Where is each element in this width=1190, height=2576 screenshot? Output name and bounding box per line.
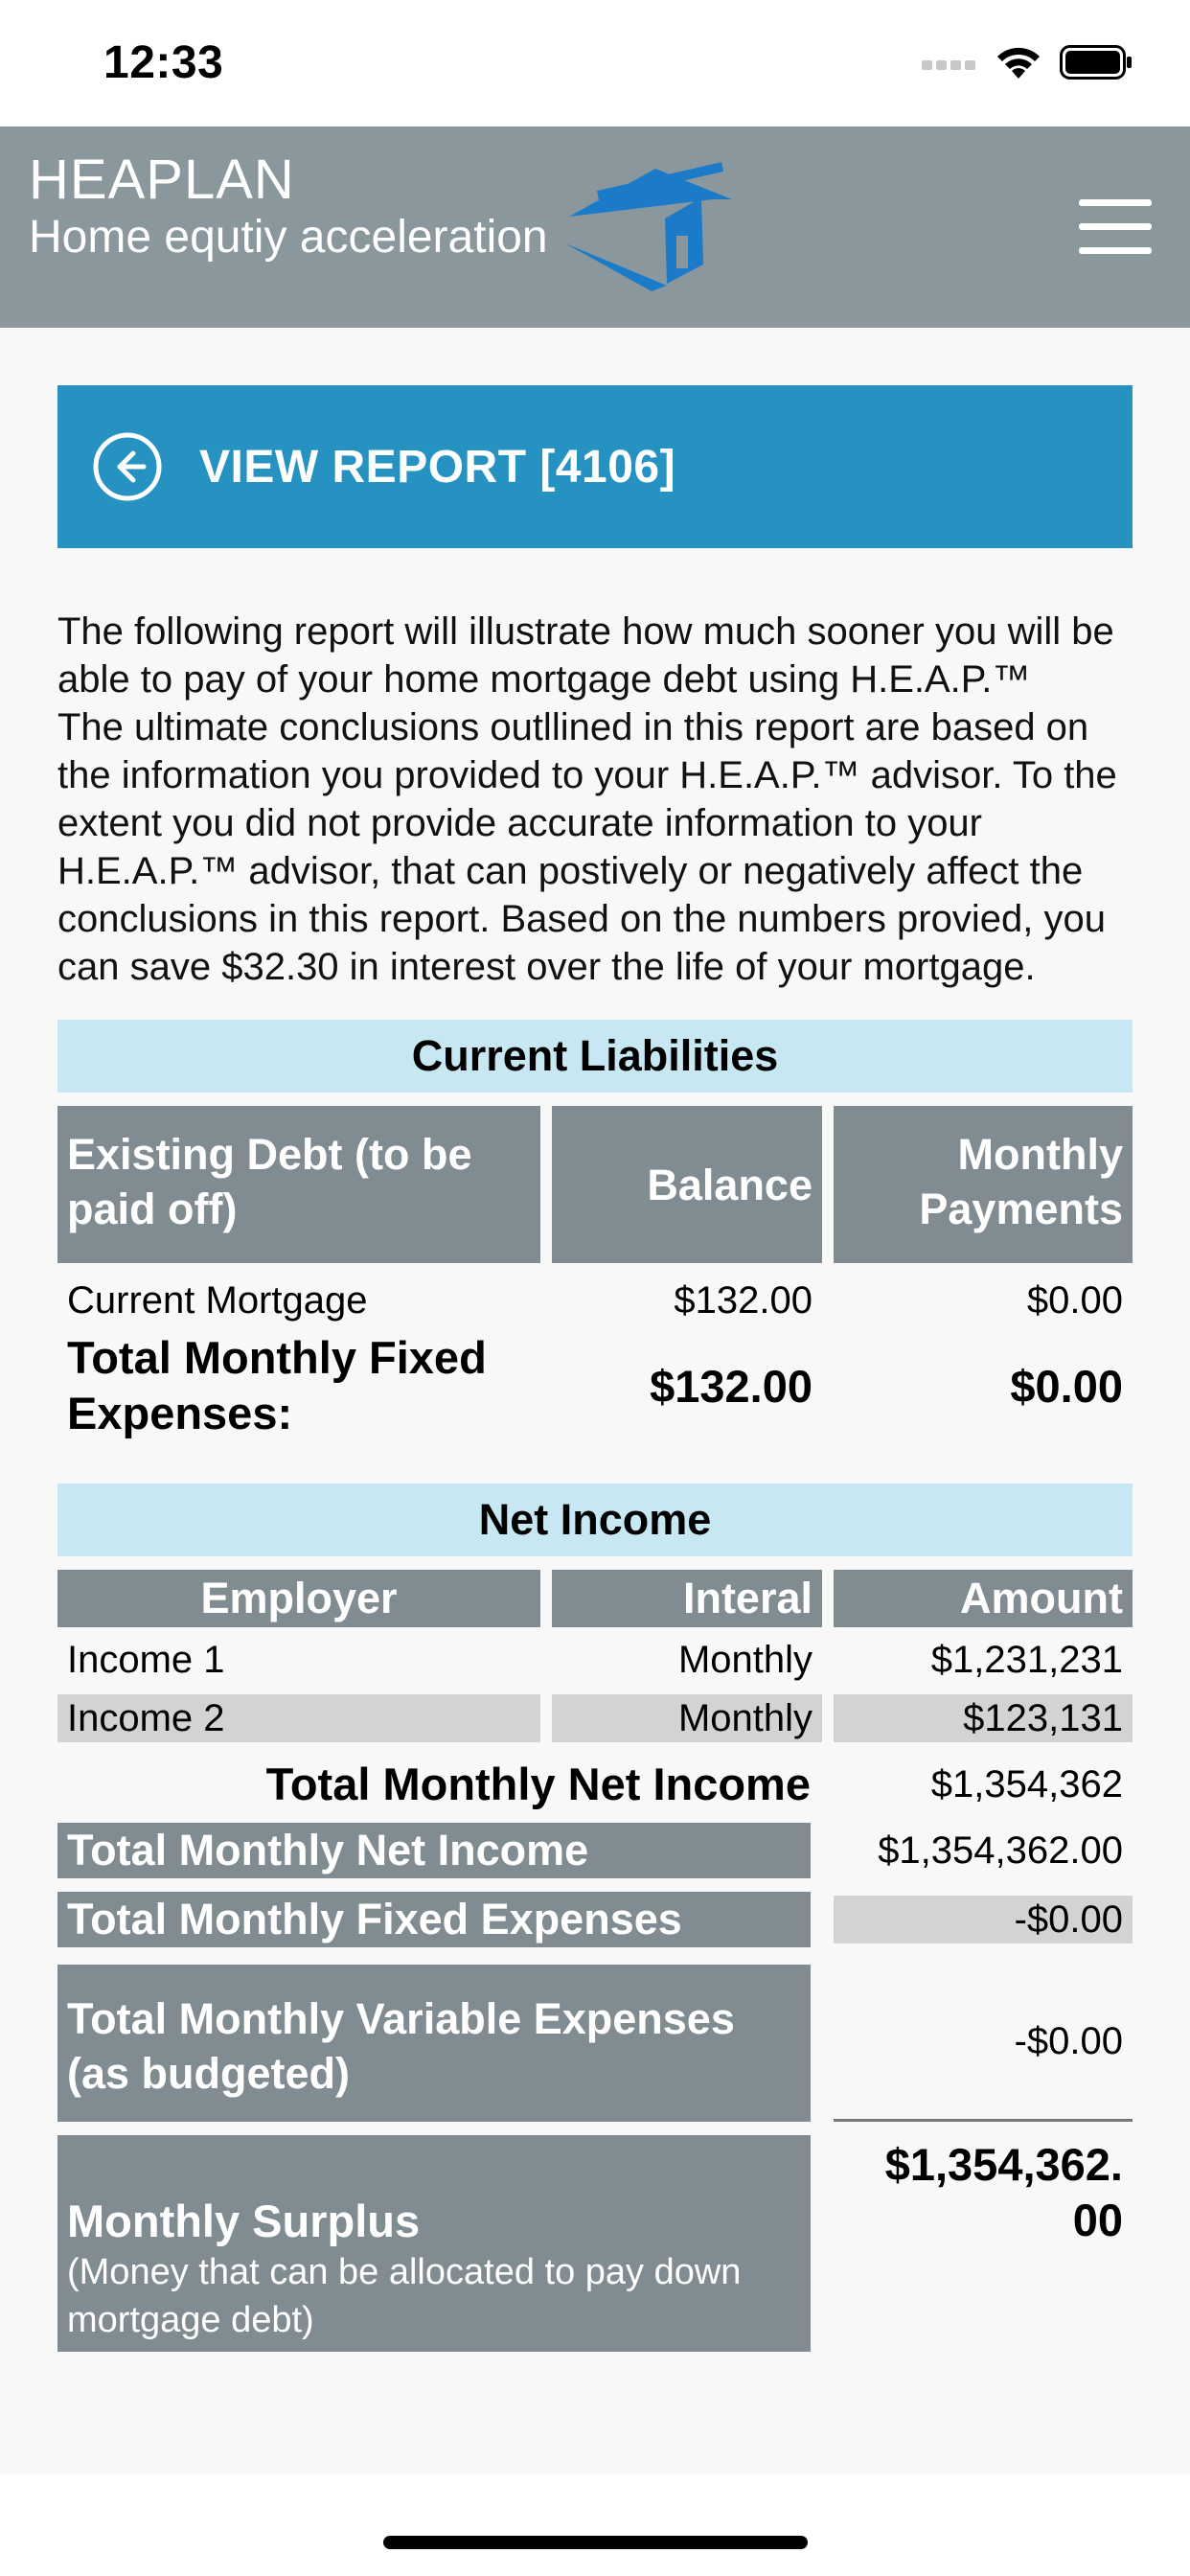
status-bar: [0, 0, 1190, 126]
liabilities-header-payments: Monthly Payments: [834, 1106, 1133, 1263]
status-icons: [922, 44, 1133, 80]
income-interval: Monthly: [677, 1639, 812, 1681]
liability-balance: $132.00: [674, 1279, 812, 1322]
liabilities-total-balance: $132.00: [650, 1360, 812, 1412]
signal-icon: [922, 53, 977, 72]
report-intro: [57, 608, 1133, 991]
summary-surplus-label: Monthly Surplus: [67, 2196, 421, 2246]
summary-net-income-label: Total Monthly Net Income: [57, 1823, 811, 1878]
net-income-header-employer: Employer: [57, 1570, 540, 1627]
liabilities-total-row: [57, 1330, 1133, 1441]
summary-surplus-box: [57, 2135, 811, 2352]
intro-paragraph-2: The ultimate conclusions outllined in this report are based on the information you provided to your H.E.A.P.™ advisor. To the extent you did not provide accurate information to your H.E.A.P.™ advisor, that can postively or negatively affect the conclusions in this report. Based on the numbers provied, you can save $32.30 in interest over the life of your mortgage.: [57, 706, 1117, 988]
status-time: 12:33: [103, 37, 224, 88]
summary-surplus-row: [57, 2135, 1133, 2352]
summary-variable-label: Total Monthly Variable Expenses (as budgeted): [57, 1965, 811, 2122]
liabilities-total-label: Total Monthly Fixed Expenses:: [67, 1332, 487, 1438]
brand-subtitle: Home equtiy acceleration: [29, 212, 548, 263]
house-logo-icon: [560, 161, 732, 295]
summary-fixed-row: [57, 1892, 1133, 1947]
income-employer: Income 1: [67, 1639, 225, 1681]
income-amount: $1,231,231: [930, 1639, 1123, 1681]
summary-surplus-note: (Money that can be allocated to pay down mortgage debt): [67, 2252, 742, 2340]
net-income-header-interval: Interal: [552, 1570, 822, 1627]
summary-net-income-value: $1,354,362.00: [878, 1829, 1123, 1872]
battery-icon: [1060, 45, 1133, 80]
net-income-total-value: $1,354,362: [930, 1763, 1123, 1806]
home-indicator[interactable]: [383, 2536, 808, 2549]
liabilities-header-balance: Balance: [552, 1106, 822, 1263]
income-employer: Income 2: [57, 1694, 540, 1742]
net-income-header-amount: Amount: [834, 1570, 1133, 1627]
net-income-header: [57, 1570, 1133, 1627]
liabilities-total-payment: $0.00: [1010, 1360, 1123, 1412]
report-title: VIEW REPORT [4106]: [199, 441, 676, 493]
liability-name: Current Mortgage: [67, 1279, 368, 1322]
wifi-icon: [995, 44, 1042, 80]
report-content: [57, 385, 1133, 2352]
liabilities-table: [57, 1106, 1133, 1263]
liability-payment: $0.00: [1026, 1279, 1123, 1322]
income-interval: Monthly: [552, 1694, 822, 1742]
liabilities-section-title: Current Liabilities: [57, 1020, 1133, 1092]
app-header: [0, 126, 1190, 328]
back-arrow-circle-icon[interactable]: [92, 431, 163, 502]
summary-variable-row: [57, 1965, 1133, 2122]
net-income-total-label: Total Monthly Net Income: [265, 1759, 811, 1809]
table-row: [57, 1276, 1133, 1324]
hamburger-menu-icon[interactable]: [1079, 199, 1152, 257]
summary-fixed-value: -$0.00: [834, 1896, 1133, 1944]
income-amount: $123,131: [834, 1694, 1133, 1742]
table-row: [57, 1694, 1133, 1742]
summary-variable-value: -$0.00: [834, 1965, 1133, 2122]
summary-fixed-label: Total Monthly Fixed Expenses: [57, 1892, 811, 1947]
summary-net-income-row: [57, 1823, 1133, 1878]
brand-title: HEAPLAN: [29, 149, 295, 211]
summary-surplus-value: $1,354,362. 00: [884, 2139, 1123, 2245]
liabilities-header-debt: Existing Debt (to be paid off): [57, 1106, 540, 1263]
table-row: [57, 1635, 1133, 1685]
intro-paragraph-1: The following report will illustrate how much sooner you will be able to pay of your home mortgage debt using H.E.A.P.™: [57, 610, 1114, 701]
net-income-section-title: Net Income: [57, 1484, 1133, 1556]
net-income-total-row: [57, 1754, 1133, 1815]
bottom-safe-area: [0, 2474, 1190, 2576]
view-report-banner[interactable]: [57, 385, 1133, 548]
